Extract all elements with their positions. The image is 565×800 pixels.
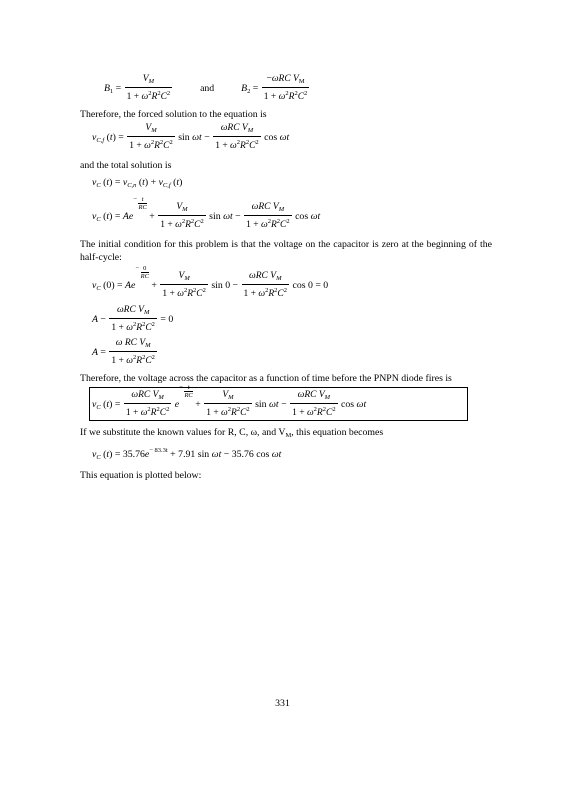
total-intro-text: and the total solution is [80, 160, 172, 171]
initial-condition-text: The initial condition for this problem is that the voltage on the capacitor is zero at the beginning of the half-cycle: [80, 239, 492, 263]
equation-total-full: $v_C$ (t) = Ae− $\frac{t}{RC}$ + $\frac{V_M}{1 + \omega^2R^2C^2}$ sin ωt − $\frac{\omega RC V_M}{1 + \omega^2R^2C^2}$ cos ωt [92, 196, 321, 230]
substitute-text-main: If we substitute the known values for R, C, ω, and V [80, 427, 286, 438]
equation-b1-b2: $B_1$ = $\frac{V_M}{1 + \omega^2R^2C^2}$ and $B_2$ = $\frac{-\omega RC V_M}{1 + \omega^2R^2C^2}$ [104, 74, 308, 102]
plotted-text: This equation is plotted below: [80, 470, 202, 481]
numeric-exponent: 83.3t [154, 447, 168, 454]
and-word: and [200, 82, 215, 94]
equation-total-sum: $v_C$ $(t) = v_{C,n}$ $(t) + v_{C,f}$ (t) [92, 177, 183, 189]
equation-boxed-result: $v_C$ (t) = $\frac{\omega RC V_M}{1 + \omega^2R^2C^2}$ e− $\frac{t}{RC}$ + $\frac{V_M}{1 + \omega^2R^2C^2}$ sin ωt − $\frac{\omega RC V_M}{1 + \omega^2R^2C^2}$ cos ωt [92, 384, 367, 418]
numeric-coef3: 35.76 [231, 449, 254, 460]
substitute-text-sub: M [285, 432, 292, 439]
numeric-coef1: 35.76 [122, 449, 145, 460]
equation-initial-condition: $v_C$ (0) = Ae− $\frac{0}{RC}$ + $\frac{V_M}{1 + \omega^2R^2C^2}$ sin 0 − $\frac{\omega RC V_M}{1 + \omega^2R^2C^2}$ cos 0 = 0 [92, 265, 329, 299]
before-fire-text: Therefore, the voltage across the capacitor as a function of time before the PNPN diode fires is [80, 373, 452, 384]
forced-intro-text: Therefore, the forced solution to the equation is [80, 109, 267, 120]
equation-forced-solution: $v_{C,f}$ (t) = $\frac{V_M}{1 + \omega^2R^2C^2}$ sin ωt − $\frac{\omega RC V_M}{1 + \omega^2R^2C^2}$ cos ωt [92, 123, 290, 151]
numeric-coef2: 7.91 [178, 449, 196, 460]
substitute-text-tail: , this equation becomes [291, 427, 384, 438]
numeric-lhs: v [92, 449, 97, 460]
equation-numeric: $v_C$ $(t) = 35.76e^{- 83.3t} + 7.91$ sin ωt − 35.76 cos ωt [92, 447, 282, 461]
substitute-text [80, 426, 383, 442]
equation-a-value: A = $\frac{\omega RC V_M}{1 + \omega^2R^2C^2}$ [92, 338, 155, 366]
page-number: 331 [275, 698, 290, 709]
equation-a-minus: A − $\frac{\omega RC V_M}{1 + \omega^2R^2C^2}$ = 0 [92, 305, 174, 333]
